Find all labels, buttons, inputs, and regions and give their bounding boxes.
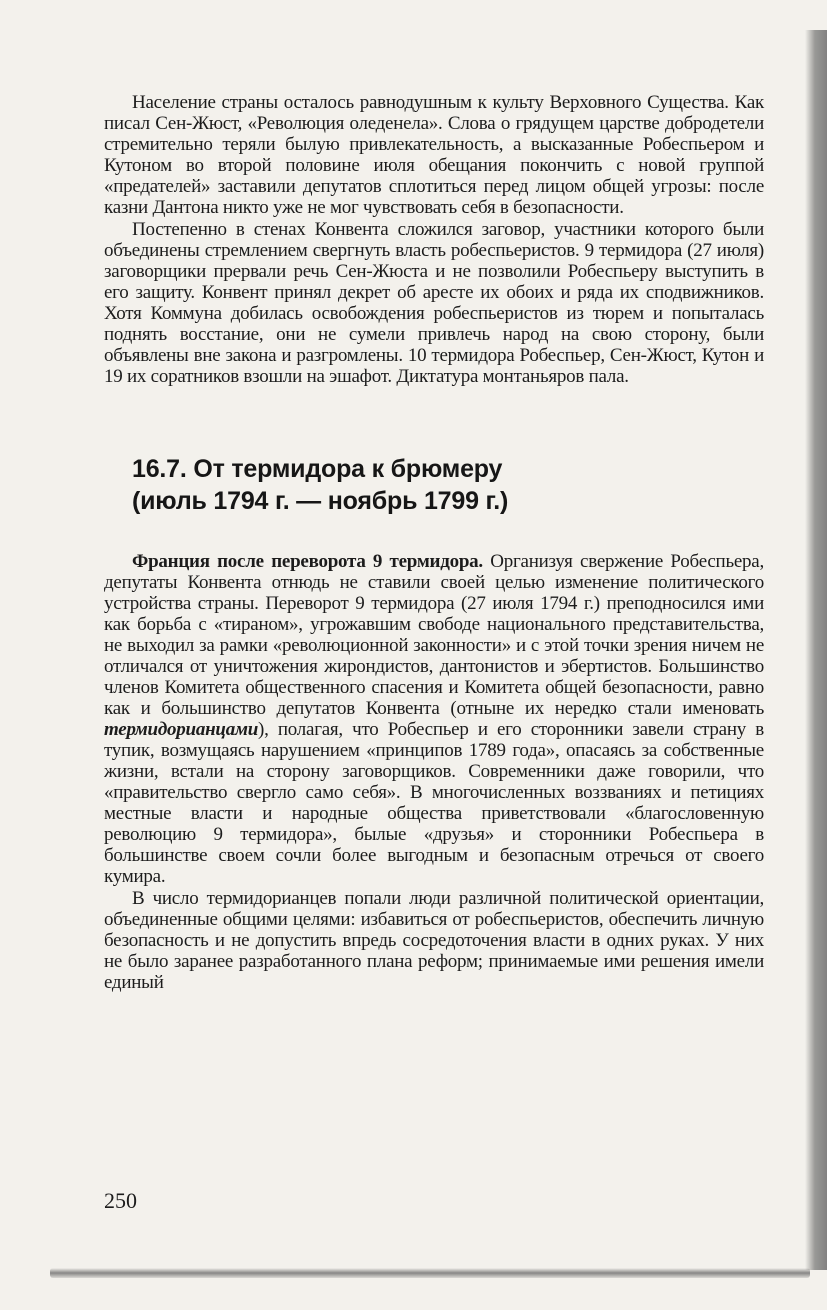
paragraph-text-part1: Организуя свержение Робеспьера, депутаты Конвента отнюдь не ставили своей целью изменение политического устройства страны. Переворот 9 термидора (27 июля 1794 г.) преподносился ими как борьба с «тираном», угрожавшим свободе национального представительства, не выходил за рамки «революционной законности» и с этой точки зрения ничем не отличался от уничтожения жирондистов, дантонистов и эбертистов. Большинство членов Комитета общественного спасения и Комитета общей безопасности, равно как и большинство депутатов Конвента (отныне их нередко стали именовать [104,551,764,719]
paragraph-after-thermidor [104,551,764,887]
paragraph-lead: Франция после переворота 9 термидора. [132,551,483,572]
paragraph-text-part2: ), полагая, что Робеспьер и его сторонники завели страну в тупик, возмущаясь нарушением «принципов 1789 года», опасаясь за собственные жизни, встали на сторону заговорщиков. Современники даже говорили, что «правительство свергло само себя». В многочисленных воззваниях и петициях местные власти и народные общества приветствовали «благословенную революцию 9 термидора», былые «друзья» и сторонники Робеспьера в большинстве своем сочли более выгодным и безопасным отречься от своего кумира. [104,719,764,887]
spine-shadow [805,30,827,1270]
paragraph-thermidorians: В число термидорианцев попали люди различной политической ориентации, объединенные общими целями: избавиться от робеспьеристов, обеспечить личную безопасность и не допустить впредь сосредоточения власти в одних руках. У них не было заранее разработанного плана реформ; принимаемые ими решения имели единый [104,888,764,993]
section-heading-line2: (июль 1794 г. — ноябрь 1799 г.) [132,487,509,515]
page-number: 250 [104,1188,137,1213]
paragraph-supreme-being: Население страны осталось равнодушным к культу Верховного Существа. Как писал Сен-Жюст, «Революция оледенела». Слова о грядущем царстве добродетели стремительно теряли былую привлекательность, а высказанные Робеспьером и Кутоном во второй половине июля обещания покончить с новой группой «предателей» заставили депутатов сплотиться перед лицом общей угрозы: после казни Дантона никто уже не мог чувствовать себя в безопасности. [104,92,764,218]
section-heading [132,453,764,517]
term-thermidorians: термидорианцами [104,719,259,740]
paragraph-conspiracy: Постепенно в стенах Конвента сложился заговор, участники которого были объединены стремлением свергнуть власть робеспьеристов. 9 термидора (27 июля) заговорщики прервали речь Сен-Жюста и не позволили Робеспьеру выступить в его защиту. Конвент принял декрет об аресте их обоих и ряда их сподвижников. Хотя Коммуна добилась освобождения робеспьеристов из тюрем и попыталась поднять восстание, они не сумели привлечь народ на свою сторону, были объявлены вне закона и разгромлены. 10 термидора Робеспьер, Сен-Жюст, Кутон и 19 их соратников взошли на эшафот. Диктатура монтаньяров пала. [104,219,764,387]
section-heading-line1: 16.7. От термидора к брюмеру [132,455,503,483]
page-body [104,92,764,993]
page-bottom-edge [50,1268,810,1278]
